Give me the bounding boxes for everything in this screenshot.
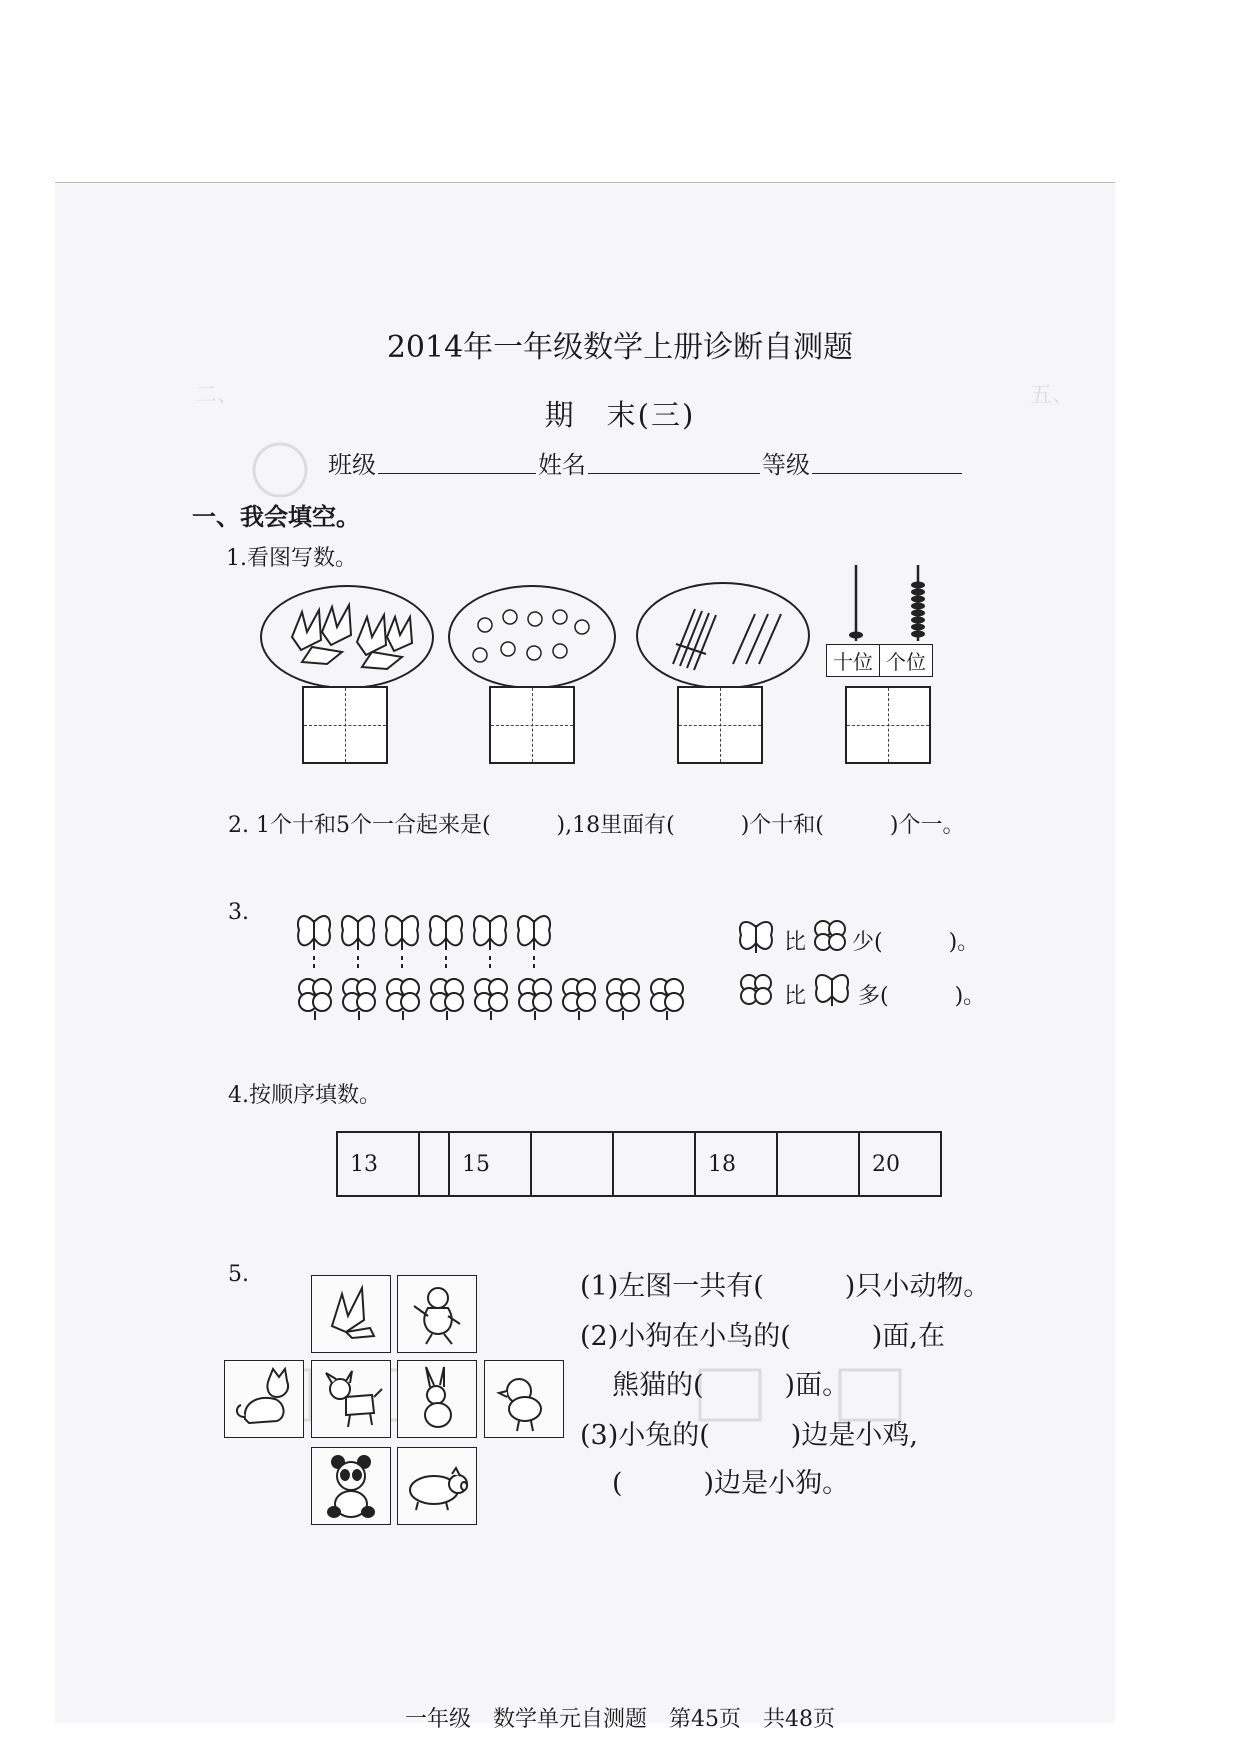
butterfly-icon [386,916,418,972]
sequence-cell: 18 [695,1132,777,1196]
butterfly-icon [430,916,462,972]
table-row [337,1132,941,1196]
butterfly-icon [518,916,550,972]
page-subtitle: 期 末(三) [544,398,696,432]
bleed-through-mark: 五、 [1030,383,1075,408]
abacus-icon [828,565,948,645]
name-label: 姓名 [538,451,586,479]
section-heading: 一、我会填空。 [192,503,360,531]
comparison-pictures [295,910,715,1025]
rabbit-icon [397,1360,477,1438]
sequence-cell[interactable] [613,1132,695,1196]
abacus-ones-label: 个位 [886,650,926,674]
class-label: 班级 [328,451,376,479]
flower-icon [739,972,773,1010]
flower-icon [475,979,507,1020]
answer-box[interactable] [845,686,931,764]
chick-icon [484,1360,564,1438]
butterfly-icon [298,916,330,972]
monkey-icon [397,1275,477,1353]
bird-icon [311,1275,391,1353]
bird-group-icon [260,585,434,689]
class-blank[interactable] [378,473,536,474]
butterfly-icon [813,970,851,1012]
question-5-number: 5. [228,1262,249,1287]
compare-2-connector: 比 [784,984,807,1009]
question-5-line-4: (3)小兔的( )边是小鸡, [580,1420,918,1451]
page-footer: 一年级 数学单元自测题 第45页 共48页 [405,1707,835,1732]
sequence-cell: 20 [859,1132,941,1196]
stick-bundle-icon [636,582,810,689]
sequence-table [336,1131,942,1197]
flower-icon [651,979,683,1020]
butterfly-icon [342,916,374,972]
answer-box[interactable] [302,686,388,764]
flower-icon [563,979,595,1020]
chick-group-icon [448,585,616,689]
flower-icon [519,979,551,1020]
sequence-cell[interactable] [419,1132,449,1196]
question-5-line-2: (2)小狗在小鸟的( )面,在 [580,1321,945,1352]
grade-label: 等级 [762,451,810,479]
question-1-prompt: 1.看图写数。 [226,546,357,571]
compare-2-blank[interactable]: 多( )。 [858,984,986,1009]
question-5-line-5: ( )边是小狗。 [612,1468,850,1499]
abacus-labels [826,644,933,677]
flower-icon [299,979,331,1020]
bleed-through-mark [250,440,310,500]
dog-icon [311,1360,391,1438]
pig-icon [397,1447,477,1525]
question-3-number: 3. [228,900,249,925]
sequence-cell: 13 [337,1132,419,1196]
compare-1-connector: 比 [784,930,807,955]
butterfly-icon [474,916,506,972]
panda-icon [311,1447,391,1525]
butterfly-icon [737,917,775,959]
answer-box[interactable] [677,686,763,764]
sequence-cell[interactable] [531,1132,613,1196]
flower-icon [607,979,639,1020]
name-blank[interactable] [588,473,760,474]
sequence-cell[interactable] [777,1132,859,1196]
flower-icon [387,979,419,1020]
compare-1-blank[interactable]: 少( )。 [852,930,980,955]
question-2: 2. 1个十和5个一合起来是( ),18里面有( )个十和( )个一。 [228,813,965,838]
question-4-prompt: 4.按顺序填数。 [228,1083,381,1108]
flower-icon [813,918,847,956]
question-5-line-3: 熊猫的( )面。 [612,1370,850,1401]
page-title: 2014年一年级数学上册诊断自测题 [386,330,854,365]
cat-icon [224,1360,304,1438]
question-5-line-1: (1)左图一共有( )只小动物。 [580,1271,991,1302]
sequence-cell: 15 [449,1132,531,1196]
flower-icon [431,979,463,1020]
grade-blank[interactable] [812,473,962,474]
bleed-through-mark: 二、 [195,383,240,408]
answer-box[interactable] [489,686,575,764]
flower-icon [343,979,375,1020]
abacus-tens-label: 十位 [827,645,880,676]
